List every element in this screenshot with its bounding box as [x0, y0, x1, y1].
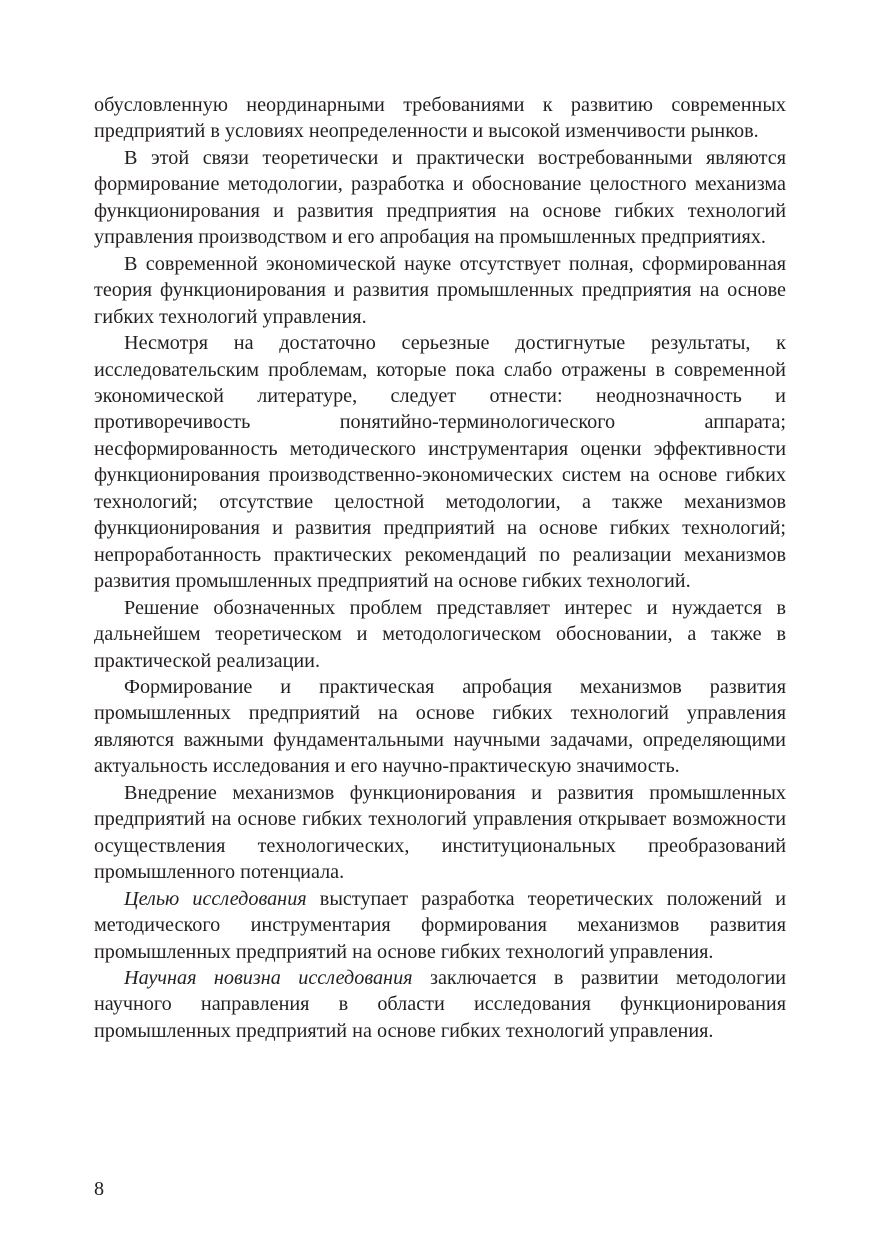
- document-body: [94, 92, 786, 1232]
- paragraph-6-text: Формирование и практическая апробация механизмов развития промышленных предприятий на основе гибких технологий управления являются важными фундаментальными научными задачами, определяющими актуальность исследования и его научно-практическую значимость.: [94, 675, 786, 778]
- paragraph-2: [94, 145, 786, 251]
- paragraph-5: [94, 595, 786, 674]
- paragraph-3-text: В современной экономической науке отсутствует полная, сформированная теория функционирования и развития промышленных предприятия на основе гибких технологий управления.: [94, 252, 786, 328]
- paragraph-8-text: выступает разработка теоретических положений и методического инструментария формирования механизмов развития промышленных предприятий на основе гибких технологий управления.: [94, 887, 786, 963]
- paragraph-7: [94, 780, 786, 886]
- paragraph-9-text: заключается в развитии методологии научного направления в области исследования функционирования промышленных предприятий на основе гибких технологий управления.: [94, 966, 786, 1042]
- page-number: 8: [94, 1178, 105, 1200]
- paragraph-6: [94, 674, 786, 780]
- paragraph-7-text: Внедрение механизмов функционирования и развития промышленных предприятий на основе гибких технологий управления открывает возможности осуществления технологических, институциональных преобразований промышленного потенциала.: [94, 781, 786, 884]
- paragraph-9: [94, 965, 786, 1044]
- scientific-novelty-term: Научная новизна исследования: [124, 966, 413, 989]
- paragraph-4-text: Несмотря на достаточно серьезные достигнутые результаты, к исследовательским проблемам, которые пока слабо отражены в современной экономической литературе, следует отнести: неоднозначность и противоречивость понятийно-терминологического аппарата; несформированность методического инструментария оценки эффективности функционирования производственно-экономических систем на основе гибких технологий; отсутствие целостной методологии, а также механизмов функционирования и развития предприятий на основе гибких технологий; непроработанность практических рекомендаций по реализации механизмов развития промышленных предприятий на основе гибких технологий.: [94, 332, 786, 593]
- paragraph-8: [94, 886, 786, 965]
- paragraph-1: [94, 92, 786, 145]
- paragraph-1-text: обусловленную неординарными требованиями к развитию современных предприятий в условиях неопределенности и высокой изменчивости рынков.: [94, 94, 786, 143]
- paragraph-3: [94, 251, 786, 330]
- paragraph-4: [94, 330, 786, 595]
- paragraph-2-text: В этой связи теоретически и практически востребованными являются формирование методологии, разработка и обоснование целостного механизма функционирования и развития предприятия на основе гибких технологий управления производством и его апробация на промышленных предприятиях.: [94, 146, 786, 249]
- paragraph-5-text: Решение обозначенных проблем представляет интерес и нуждается в дальнейшем теоретическом и методологическом обосновании, а также в практической реализации.: [94, 596, 786, 672]
- research-goal-term: Целью исследования: [124, 887, 307, 910]
